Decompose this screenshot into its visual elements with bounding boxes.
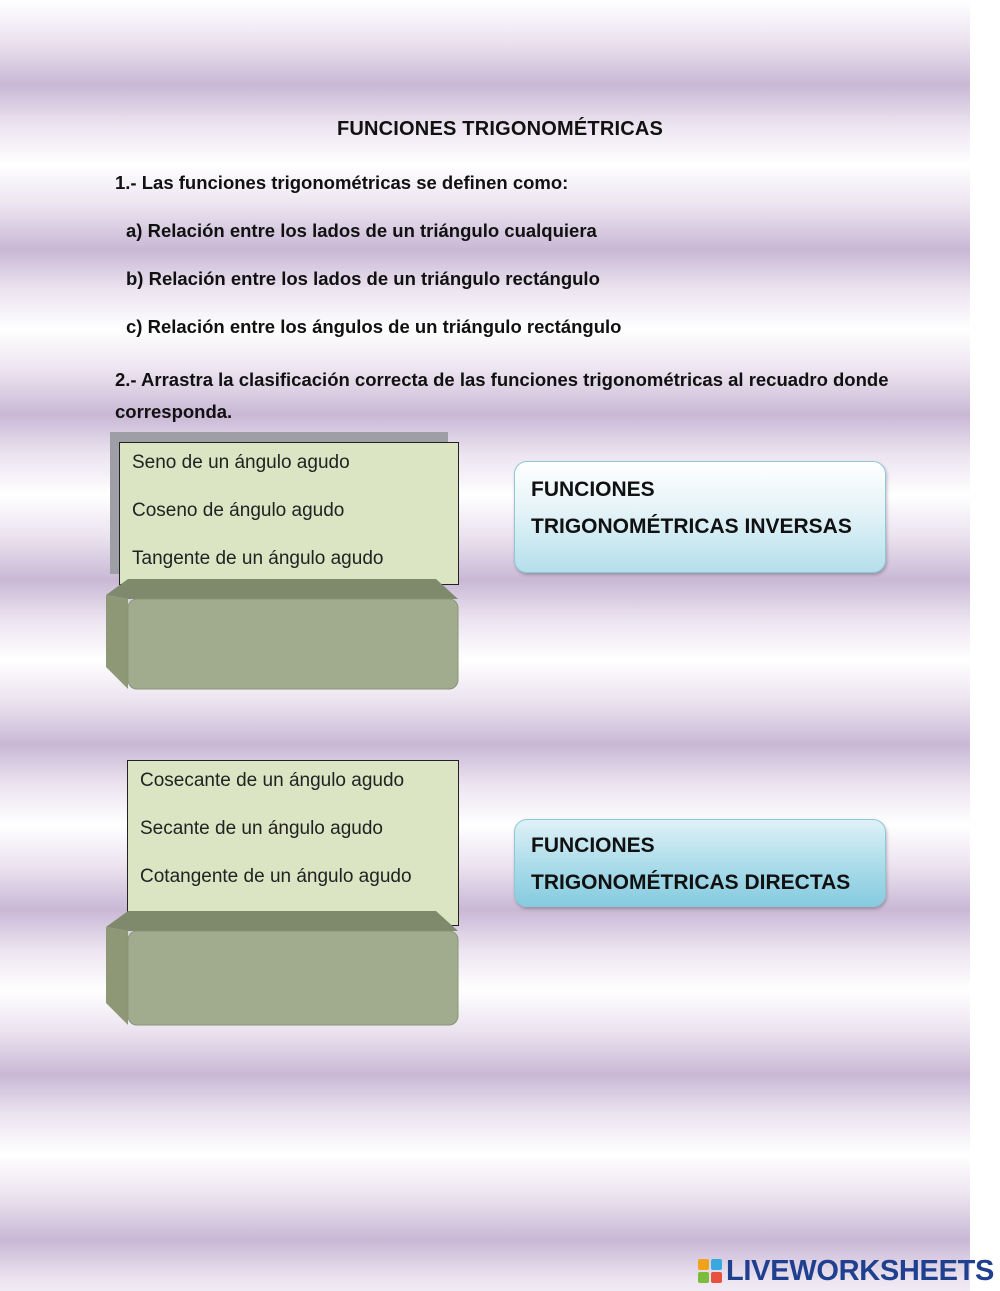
- label-funciones-directas[interactable]: [514, 819, 886, 907]
- question-1-option-a[interactable]: a) Relación entre los lados de un triángulo cualquiera: [126, 220, 597, 241]
- label-funciones-inversas[interactable]: [514, 461, 886, 573]
- label-line-1: FUNCIONES: [531, 834, 655, 857]
- question-1-option-c[interactable]: c) Relación entre los ángulos de un triángulo rectángulo: [126, 316, 622, 337]
- drop-zone-1[interactable]: [106, 579, 462, 691]
- question-1-prompt: 1.- Las funciones trigonométricas se definen como:: [115, 172, 569, 193]
- question-1-option-b[interactable]: b) Relación entre los lados de un triángulo rectángulo: [126, 268, 600, 289]
- question-2-prompt: 2.- Arrastra la clasificación correcta de las funciones trigonométricas al recuadro donde corresponda.: [115, 369, 889, 422]
- label-line-2: TRIGONOMÉTRICAS DIRECTAS: [531, 871, 851, 894]
- liveworksheets-logo-icon: [698, 1259, 722, 1283]
- brand-name: LIVEWORKSHEETS: [726, 1254, 995, 1287]
- worksheet-title: FUNCIONES TRIGONOMÉTRICAS: [336, 118, 664, 140]
- drop-zone-2[interactable]: [106, 911, 462, 1027]
- page-margin: [970, 0, 1000, 1291]
- list-item: Secante de un ángulo agudo: [140, 818, 383, 839]
- label-line-2: TRIGONOMÉTRICAS INVERSAS: [531, 515, 852, 538]
- liveworksheets-brand: [698, 1254, 994, 1288]
- function-list-1: [119, 442, 459, 585]
- label-line-1: FUNCIONES: [531, 478, 655, 501]
- list-item: Seno de un ángulo agudo: [132, 452, 350, 473]
- function-list-2: [127, 760, 459, 926]
- list-item: Tangente de un ángulo agudo: [132, 548, 384, 569]
- list-item: Cotangente de un ángulo agudo: [140, 866, 412, 887]
- list-item: Cosecante de un ángulo agudo: [140, 770, 405, 791]
- list-item: Coseno de ángulo agudo: [132, 500, 345, 521]
